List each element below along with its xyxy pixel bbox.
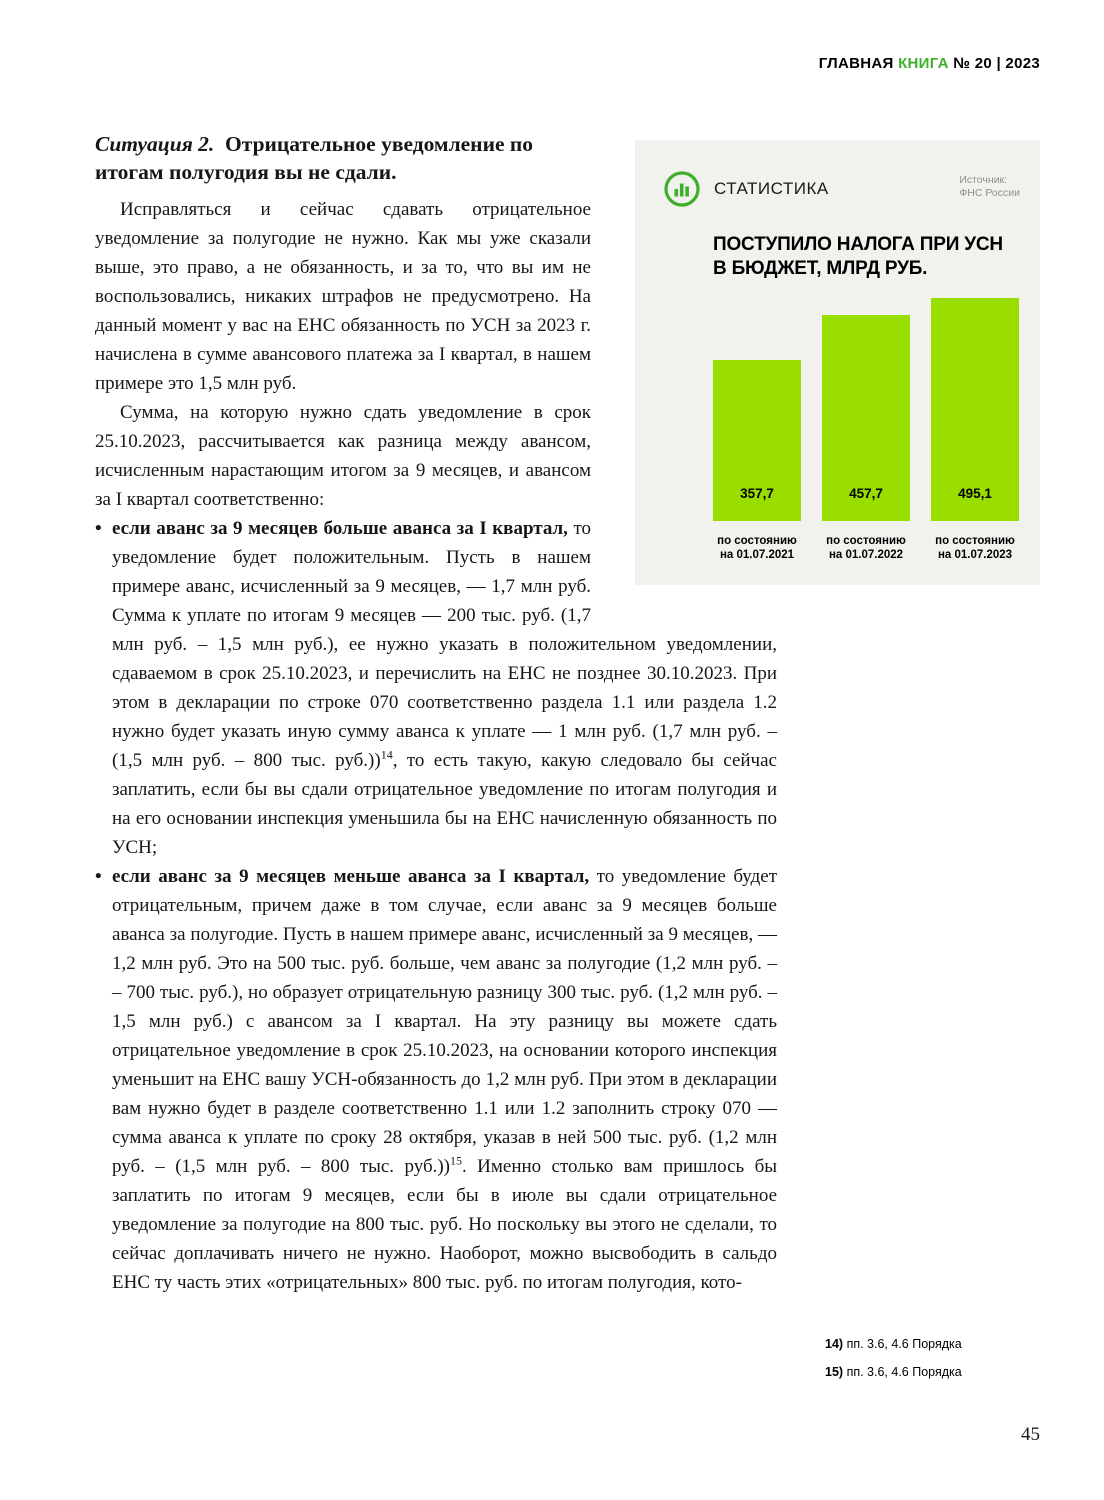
bar-value-label: 495,1 bbox=[958, 486, 992, 501]
masthead bbox=[819, 55, 1040, 72]
footnote-number: 14) bbox=[825, 1337, 844, 1351]
chart-bar bbox=[931, 298, 1019, 521]
page-number: 45 bbox=[1021, 1424, 1040, 1445]
chart-title bbox=[713, 233, 1020, 281]
chart-title-line-1: ПОСТУПИЛО НАЛОГА ПРИ УСН bbox=[713, 234, 1003, 255]
bar-category-label: по состоянию на 01.07.2023 bbox=[935, 535, 1015, 561]
footnote-text: пп. 3.6, 4.6 Порядка bbox=[846, 1365, 962, 1379]
chart bbox=[713, 298, 1019, 562]
bar-chart-icon bbox=[663, 170, 701, 208]
heading-rest: Отрицательное уведомление по итогам полугодия вы не сдали. bbox=[95, 132, 534, 184]
bullet-text: , то есть такую, какую следовало бы сейчас заплатить, если бы вы сдали отрицательное уведомление по итогам полугодия и на его основании инспекция уменьшила бы на ЕНС начисленную обязанность по УСН; bbox=[112, 750, 777, 858]
chart-bar bbox=[713, 360, 801, 521]
source-note bbox=[959, 174, 1020, 200]
footnote-ref: 15 bbox=[450, 1153, 463, 1168]
bullet-lead: если аванс за 9 месяцев меньше аванса за I квартал, bbox=[112, 866, 597, 887]
footnote-14 bbox=[825, 1330, 1055, 1358]
paragraph: Сумма, на которую нужно сдать уведомление в срок 25.10.2023, рассчитывается как разница между авансом, исчисленным нарастающим итогом за 9 месяцев, и авансом за I квартал соответственно: bbox=[95, 402, 591, 510]
heading-situation-label: Ситуация 2. bbox=[95, 132, 215, 156]
chart-bar bbox=[822, 315, 910, 521]
bullet-text: то уведомление будет положительным. Пусть в нашем примере аванс, исчисленный за 9 месяцев, — 1,7 млн руб. Сумма к уплате по итогам 9 месяцев — 200 тыс. руб. (1,7 млн руб. – 1,5 млн руб.), ее нужно указать в положительном уведомлении, сдаваемом в срок 25.10.2023, и перечислить на ЕНС не позднее 30.10.2023. При этом в декларации по строке 070 соответственно раздела 1.1 или раздела 1.2 нужно будет указать иную сумму аванса к уплате — 1 млн руб. (1,7 млн руб. – (1,5 млн руб. – 800 тыс. руб.)) bbox=[112, 518, 777, 771]
chart-column bbox=[822, 298, 910, 562]
source-line-2: ФНС России bbox=[959, 187, 1020, 199]
masthead-issue: № 20 | 2023 bbox=[948, 55, 1040, 72]
bar-value-label: 357,7 bbox=[740, 486, 774, 501]
bullet-lead: если аванс за 9 месяцев больше аванса за I квартал, bbox=[112, 518, 574, 539]
footnote-ref: 14 bbox=[380, 747, 393, 762]
statistics-label: СТАТИСТИКА bbox=[714, 179, 829, 198]
masthead-title-black: ГЛАВНАЯ bbox=[818, 55, 899, 72]
chart-column bbox=[713, 298, 801, 562]
bar-category-label: по состоянию на 01.07.2022 bbox=[826, 535, 906, 561]
bullet-item bbox=[95, 862, 777, 1297]
bullet-text: . Именно столько вам пришлось бы заплатить по итогам 9 месяцев, если бы в июле вы сдали отрицательное уведомление за полугодие на 800 тыс. руб. Но поскольку вы этого не сделали, то сейчас доплачивать ничего не нужно. Наоборот, можно высвободить в сальдо ЕНС ту часть этих «отрицательных» 800 тыс. руб. по итогам полугодия, кото- bbox=[112, 1156, 777, 1293]
bullet-list bbox=[95, 514, 777, 1297]
statistics-header bbox=[663, 170, 829, 208]
footnotes bbox=[825, 1330, 1055, 1386]
paragraph: Исправляться и сейчас сдавать отрицательное уведомление за полугодие не нужно. Как мы уже сказали выше, это право, а не обязанность, и за то, что вы им не воспользовались, никаких штрафов не предусмотрено. На данный момент у вас на ЕНС обязанность по УСН за 2023 г. начислена в сумме авансового платежа за I квартал, в нашем примере это 1,5 млн руб. bbox=[95, 199, 591, 394]
bullet-text: то уведомление будет отрицательным, причем даже в том случае, если аванс за 9 месяцев больше аванса за полугодие. Пусть в нашем примере аванс, исчисленный за 9 месяцев, — 1,2 млн руб. Это на 500 тыс. руб. больше, чем аванс за полугодие (1,2 млн руб. – – 700 тыс. руб.), но образует отрицательную разницу 300 тыс. руб. (1,2 млн руб. – 1,5 млн руб.) с авансом за I квартал. На эту разницу вы можете сдать отрицательное уведомление в срок 25.10.2023, на основании которого инспекция уменьшит на ЕНС вашу УСН-обязанность до 1,2 млн руб. При этом в декларации вам нужно будет в разделе соответственно 1.1 или 1.2 заполнить строку 070 — сумма аванса к уплате по сроку 28 октября, указав в ней 500 тыс. руб. (1,2 млн руб. – (1,5 млн руб. – 800 тыс. руб.)) bbox=[112, 866, 777, 1177]
source-line-1: Источник: bbox=[959, 174, 1008, 186]
chart-title-line-2: В БЮДЖЕТ, МЛРД РУБ. bbox=[713, 258, 928, 279]
bar-value-label: 457,7 bbox=[849, 486, 883, 501]
masthead-title-green: КНИГА bbox=[898, 55, 949, 72]
footnote-15 bbox=[825, 1358, 1055, 1386]
footnote-number: 15) bbox=[825, 1365, 844, 1379]
statistics-box bbox=[635, 140, 1040, 585]
footnote-text: пп. 3.6, 4.6 Порядка bbox=[846, 1337, 962, 1351]
chart-column bbox=[931, 298, 1019, 562]
bar-category-label: по состоянию на 01.07.2021 bbox=[717, 535, 797, 561]
